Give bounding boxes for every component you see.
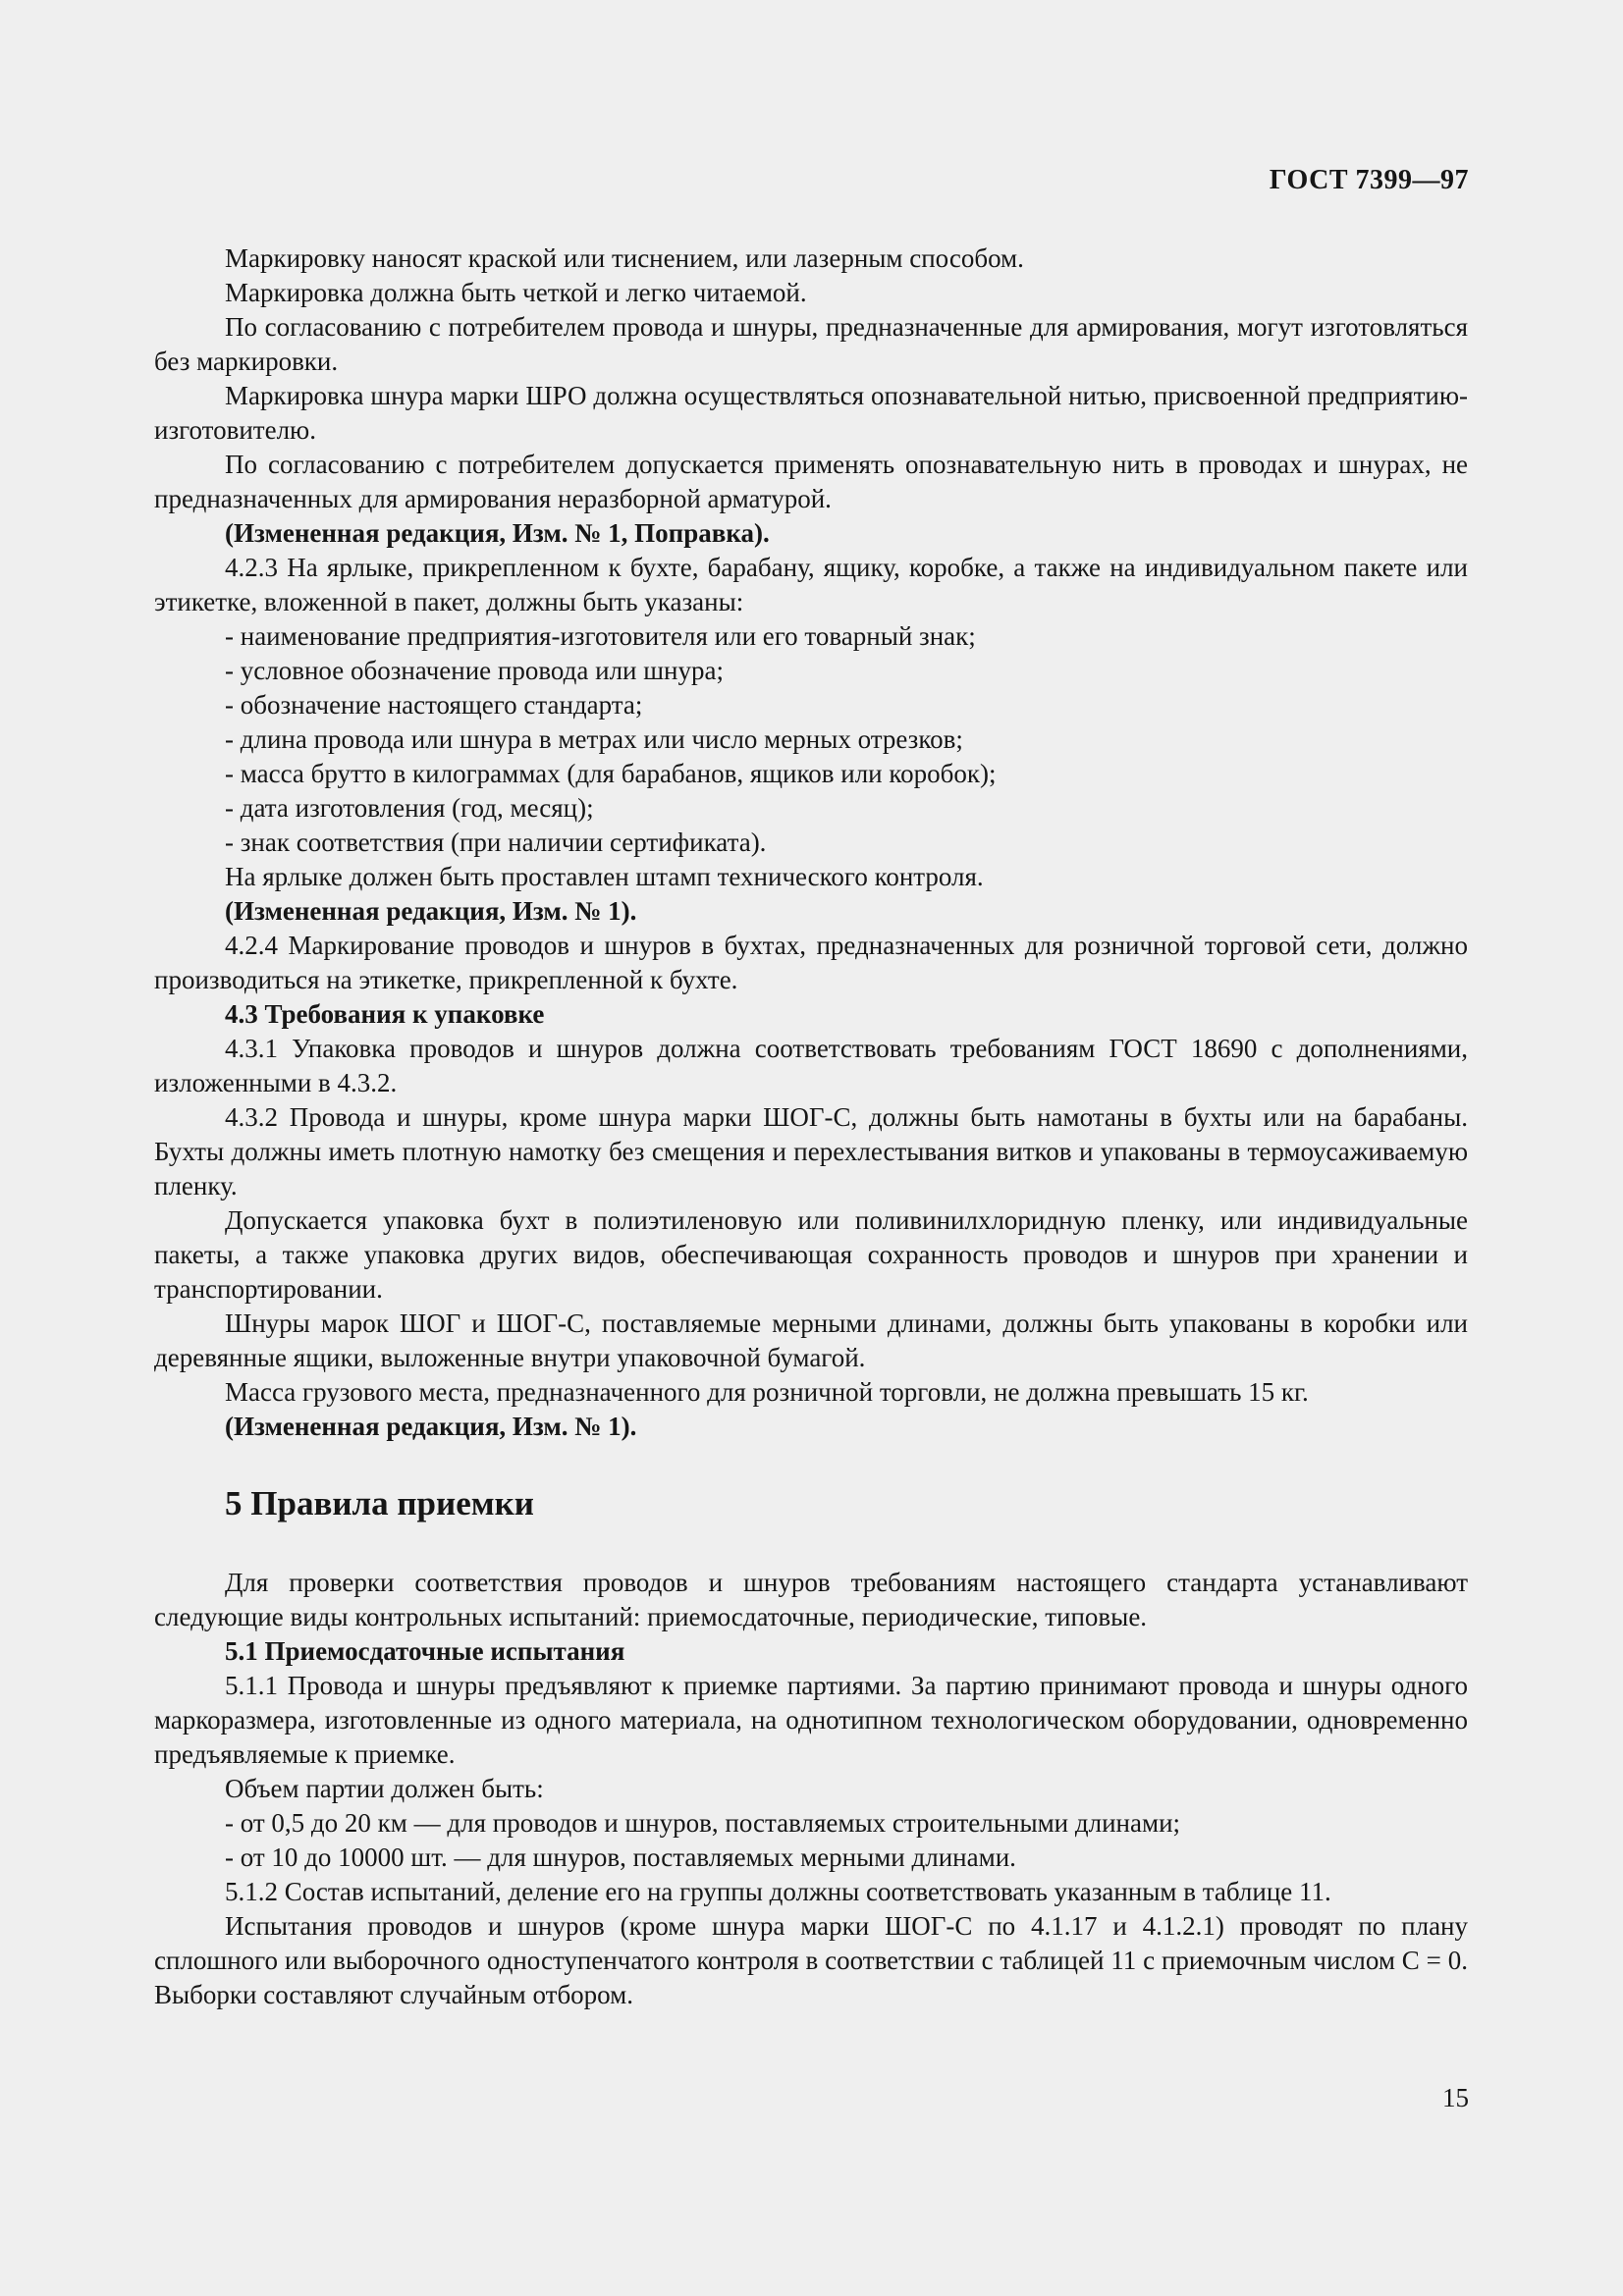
paragraph: По согласованию с потребителем провода и шнуры, предназначенные для армирования, могут изготовляться без маркировки. — [154, 312, 1468, 376]
list-item: - наименование предприятия-изготовителя или его товарный знак; — [225, 621, 976, 651]
subsection-heading: 4.3 Требования к упаковке — [225, 999, 545, 1029]
list-item: - масса брутто в килограммах (для барабанов, ящиков или коробок); — [225, 759, 997, 788]
list-item: - от 0,5 до 20 км — для проводов и шнуров, поставляемых строительными длинами; — [225, 1808, 1181, 1838]
paragraph: По согласованию с потребителем допускается применять опознавательную нить в проводах и шнурах, не предназначенных для армирования неразборной арматурой. — [154, 450, 1468, 513]
paragraph: Для проверки соответствия проводов и шнуров требованиям настоящего стандарта устанавливают следующие виды контрольных испытаний: приемосдаточные, периодические, типовые. — [154, 1568, 1468, 1631]
paragraph: 4.2.3 На ярлыке, прикрепленном к бухте, барабану, ящику, коробке, а также на индивидуальном пакете или этикетке, вложенной в пакет, должны быть указаны: — [154, 553, 1468, 616]
amendment-note: (Измененная редакция, Изм. № 1). — [225, 896, 637, 926]
paragraph: Маркировка должна быть четкой и легко читаемой. — [225, 278, 807, 307]
list-item: - обозначение настоящего стандарта; — [225, 690, 643, 720]
list-item: - длина провода или шнура в метрах или число мерных отрезков; — [225, 724, 963, 754]
paragraph: Объем партии должен быть: — [225, 1774, 544, 1803]
subsection-heading: 5.1 Приемосдаточные испытания — [225, 1636, 625, 1666]
list-item: - от 10 до 10000 шт. — для шнуров, поставляемых мерными длинами. — [225, 1842, 1016, 1872]
paragraph: Масса грузового места, предназначенного для розничной торговли, не должна превышать 15 кг. — [225, 1377, 1309, 1407]
paragraph: Испытания проводов и шнуров (кроме шнура марки ШОГ-С по 4.1.17 и 4.1.2.1) проводят по плану сплошного или выборочного одноступенчатого контроля в соответствии с таблицей 11 с приемочным числом С = 0. Выборки составляют случайным отбором. — [154, 1911, 1468, 2009]
paragraph: Шнуры марок ШОГ и ШОГ-С, поставляемые мерными длинами, должны быть упакованы в коробки или деревянные ящики, выложенные внутри упаковочной бумагой. — [154, 1308, 1468, 1372]
paragraph: Маркировка шнура марки ШРО должна осуществляться опознавательной нитью, присвоенной предприятию-изготовителю. — [154, 381, 1468, 445]
paragraph: На ярлыке должен быть проставлен штамп технического контроля. — [225, 862, 984, 891]
paragraph: 4.3.1 Упаковка проводов и шнуров должна соответствовать требованиям ГОСТ 18690 с дополнениями, изложенными в 4.3.2. — [154, 1034, 1468, 1097]
amendment-note: (Измененная редакция, Изм. № 1, Поправка). — [225, 518, 770, 548]
paragraph: 5.1.1 Провода и шнуры предъявляют к приемке партиями. За партию принимают провода и шнуры одного маркоразмера, изготовленные из одного материала, на однотипном технологическом оборудовании, одновременно предъявляемые к приемке. — [154, 1671, 1468, 1769]
section-heading: 5 Правила приемки — [225, 1484, 534, 1522]
paragraph: 5.1.2 Состав испытаний, деление его на группы должны соответствовать указанным в таблице 11. — [225, 1877, 1331, 1906]
paragraph: 4.2.4 Маркирование проводов и шнуров в бухтах, предназначенных для розничной торговой сети, должно производиться на этикетке, прикрепленной к бухте. — [154, 931, 1468, 994]
amendment-note: (Измененная редакция, Изм. № 1). — [225, 1412, 637, 1441]
paragraph: 4.3.2 Провода и шнуры, кроме шнура марки ШОГ-С, должны быть намотаны в бухты или на барабаны. Бухты должны иметь плотную намотку без смещения и перехлестывания витков и упакованы в термоусаживаемую пленку. — [154, 1102, 1468, 1201]
list-item: - знак соответствия (при наличии сертификата). — [225, 828, 767, 857]
list-item: - условное обозначение провода или шнура; — [225, 656, 724, 685]
paragraph: Маркировку наносят краской или тиснением, или лазерным способом. — [225, 243, 1024, 273]
page-number: 15 — [1442, 2083, 1469, 2112]
document-body — [154, 241, 1468, 2012]
doc-code-header: ГОСТ 7399—97 — [1269, 165, 1469, 195]
paragraph: Допускается упаковка бухт в полиэтиленовую или поливинилхлоридную пленку, или индивидуальные пакеты, а также упаковка других видов, обеспечивающая сохранность проводов и шнуров при хранении и транспортировании. — [154, 1205, 1468, 1304]
list-item: - дата изготовления (год, месяц); — [225, 793, 594, 823]
